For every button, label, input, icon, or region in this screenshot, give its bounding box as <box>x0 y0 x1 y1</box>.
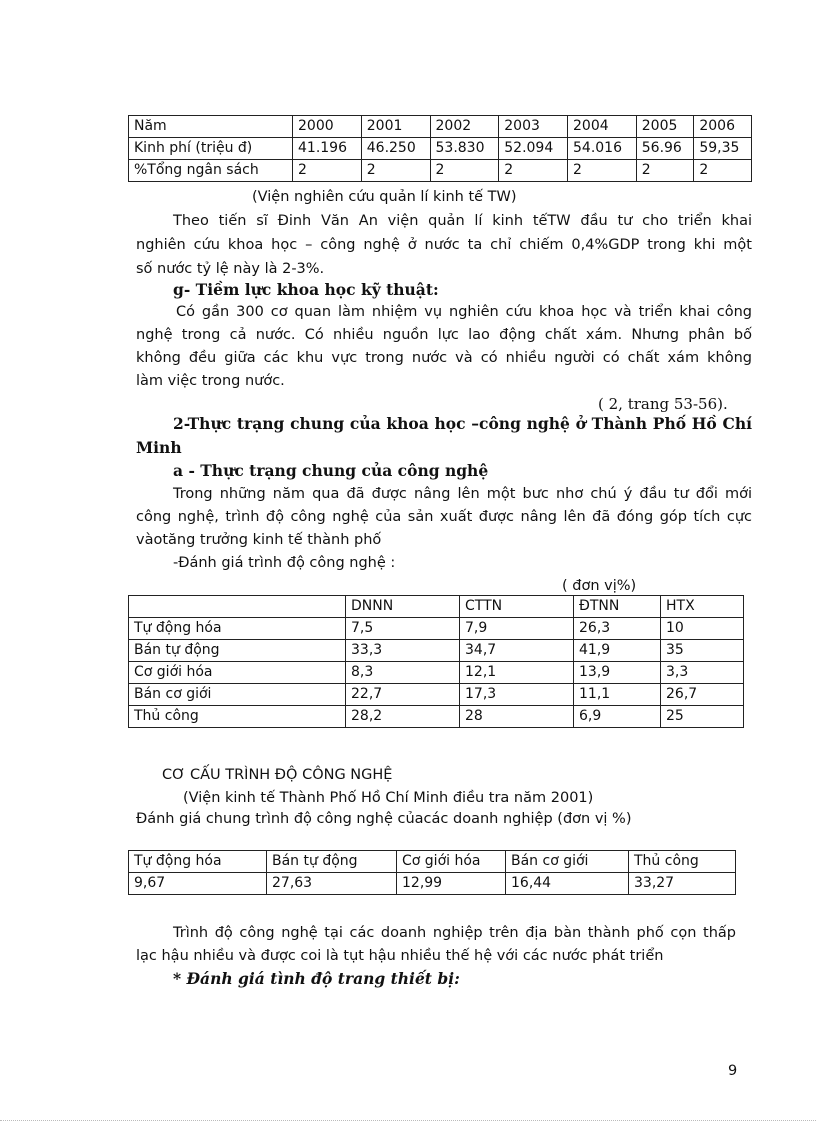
paragraph-line: Trong những năm qua đã được nâng lên một bưc nhơ chú ý đầu tư đổi mới <box>173 486 752 502</box>
table-cell: Thủ công <box>129 706 346 728</box>
table-cell: 2 <box>694 160 752 182</box>
paragraph-line: nghiên cứu khoa học – công nghệ ở nước ta chỉ chiếm 0,4%GDP trong khi một <box>136 237 752 253</box>
table-cell: 41,9 <box>574 640 661 662</box>
table-row <box>129 706 744 728</box>
table-cell: 27,63 <box>267 873 397 895</box>
table-cell: 28 <box>460 706 574 728</box>
table-cell: 41.196 <box>293 138 362 160</box>
paragraph-line: Có gần 300 cơ quan làm nhiệm vụ nghiên cứu khoa học và triển khai công <box>176 304 752 320</box>
section-heading-2: 2-Thực trạng chung của khoa học –công nghệ ở Thành Phố Hồ Chí <box>173 414 752 433</box>
general-evaluation-label: Đánh giá chung trình độ công nghệ củacác doanh nghiệp (đơn vị %) <box>136 811 632 827</box>
table-cell: Kinh phí (triệu đ) <box>129 138 293 160</box>
table-cell: 7,5 <box>346 618 460 640</box>
table-cell: 2 <box>430 160 499 182</box>
table-cell: Bán cơ giới <box>506 851 629 873</box>
table-cell: 22,7 <box>346 684 460 706</box>
table-cell: 2001 <box>361 116 430 138</box>
unit-label: ( đơn vị%) <box>562 578 637 594</box>
table-cell: Cơ giới hóa <box>129 662 346 684</box>
table-row <box>129 618 744 640</box>
table-cell: Năm <box>129 116 293 138</box>
table-row <box>129 684 744 706</box>
table-cell: Bán tự động <box>267 851 397 873</box>
table-cell: 26,7 <box>661 684 744 706</box>
table-row <box>129 138 752 160</box>
structure-title: CƠ CẤU TRÌNH ĐỘ CÔNG NGHỆ <box>162 767 393 783</box>
table-cell: 46.250 <box>361 138 430 160</box>
table-row <box>129 640 744 662</box>
table-cell: 2 <box>636 160 694 182</box>
table-cell: Bán tự động <box>129 640 346 662</box>
section-heading-a: a - Thực trạng chung của công nghệ <box>173 461 489 480</box>
table-cell <box>129 596 346 618</box>
table-cell: 3,3 <box>661 662 744 684</box>
table-cell: 11,1 <box>574 684 661 706</box>
table-cell: 2000 <box>293 116 362 138</box>
table-cell: %Tổng ngân sách <box>129 160 293 182</box>
paragraph-line: Theo tiến sĩ Đinh Văn An viện quản lí kinh tếTW đầu tư cho triển khai <box>173 213 752 229</box>
table-cell: Tự động hóa <box>129 851 267 873</box>
section-heading-equipment: * Đánh giá tình độ trang thiết bị: <box>173 969 460 988</box>
table-cell: CTTN <box>460 596 574 618</box>
table-cell: 2004 <box>568 116 637 138</box>
budget-source: (Viện nghiên cứu quản lí kinh tế TW) <box>252 189 517 205</box>
budget-table <box>128 115 752 182</box>
table-cell: 54.016 <box>568 138 637 160</box>
paragraph-line: không đều giữa các khu vực trong nước và có nhiều người có chất xám không <box>136 350 752 366</box>
table-cell: 8,3 <box>346 662 460 684</box>
table-cell: 2 <box>568 160 637 182</box>
table-cell: 34,7 <box>460 640 574 662</box>
paragraph-line: nghệ trong cả nước. Có nhiều nguồn lực lao động chất xám. Nhưng phân bố <box>136 327 752 343</box>
table-cell: 2 <box>499 160 568 182</box>
technology-level-table <box>128 595 744 728</box>
table-cell: 17,3 <box>460 684 574 706</box>
paragraph-line: vàotăng trưởng kinh tế thành phố <box>136 532 382 548</box>
table-cell: 52.094 <box>499 138 568 160</box>
table-cell: 2002 <box>430 116 499 138</box>
paragraph-line: công nghệ, trình độ công nghệ của sản xuất được nâng lên đã đóng góp tích cực <box>136 509 752 525</box>
table-cell: 13,9 <box>574 662 661 684</box>
table-cell: 33,27 <box>629 873 736 895</box>
section-heading-g: g- Tiềm lực khoa học kỹ thuật: <box>173 280 439 299</box>
table-cell: 53.830 <box>430 138 499 160</box>
table-cell: 35 <box>661 640 744 662</box>
paragraph-line: làm việc trong nước. <box>136 373 285 389</box>
table-row <box>129 116 752 138</box>
table-row <box>129 873 736 895</box>
table-cell: 2 <box>361 160 430 182</box>
table-cell: Thủ công <box>629 851 736 873</box>
table-cell: 7,9 <box>460 618 574 640</box>
table-cell: DNNN <box>346 596 460 618</box>
table-row <box>129 851 736 873</box>
page-number: 9 <box>728 1063 738 1079</box>
table-row <box>129 160 752 182</box>
general-evaluation-table <box>128 850 736 895</box>
table-cell: 12,99 <box>397 873 506 895</box>
table-cell: 25 <box>661 706 744 728</box>
table-cell: 2 <box>293 160 362 182</box>
table-cell: 2006 <box>694 116 752 138</box>
table-cell: 59,35 <box>694 138 752 160</box>
table-cell: ĐTNN <box>574 596 661 618</box>
table-cell: 9,67 <box>129 873 267 895</box>
table-cell: 2005 <box>636 116 694 138</box>
table-cell: 33,3 <box>346 640 460 662</box>
table-cell: 16,44 <box>506 873 629 895</box>
paragraph-line: số nước tỷ lệ này là 2-3%. <box>136 261 325 277</box>
table-cell: 2003 <box>499 116 568 138</box>
table-cell: 26,3 <box>574 618 661 640</box>
table-row <box>129 596 744 618</box>
page-bottom-divider <box>0 1120 816 1121</box>
table-cell: Cơ giới hóa <box>397 851 506 873</box>
citation: ( 2, trang 53-56). <box>598 395 728 413</box>
table-cell: 56.96 <box>636 138 694 160</box>
section-heading-2-cont: Minh <box>136 438 182 457</box>
table-cell: 10 <box>661 618 744 640</box>
table-row <box>129 662 744 684</box>
table-cell: 28,2 <box>346 706 460 728</box>
paragraph-line: Trình độ công nghệ tại các doanh nghiệp trên địa bàn thành phố cọn thấp <box>173 925 736 941</box>
table-cell: 12,1 <box>460 662 574 684</box>
table-cell: Tự động hóa <box>129 618 346 640</box>
evaluation-label: -Đánh giá trình độ công nghệ : <box>173 555 396 571</box>
paragraph-line: lạc hậu nhiều và được coi là tụt hậu nhiều thế hệ với các nước phát triển <box>136 948 664 964</box>
structure-source: (Viện kinh tế Thành Phố Hồ Chí Minh điều tra năm 2001) <box>183 790 594 806</box>
table-cell: Bán cơ giới <box>129 684 346 706</box>
table-cell: HTX <box>661 596 744 618</box>
table-cell: 6,9 <box>574 706 661 728</box>
